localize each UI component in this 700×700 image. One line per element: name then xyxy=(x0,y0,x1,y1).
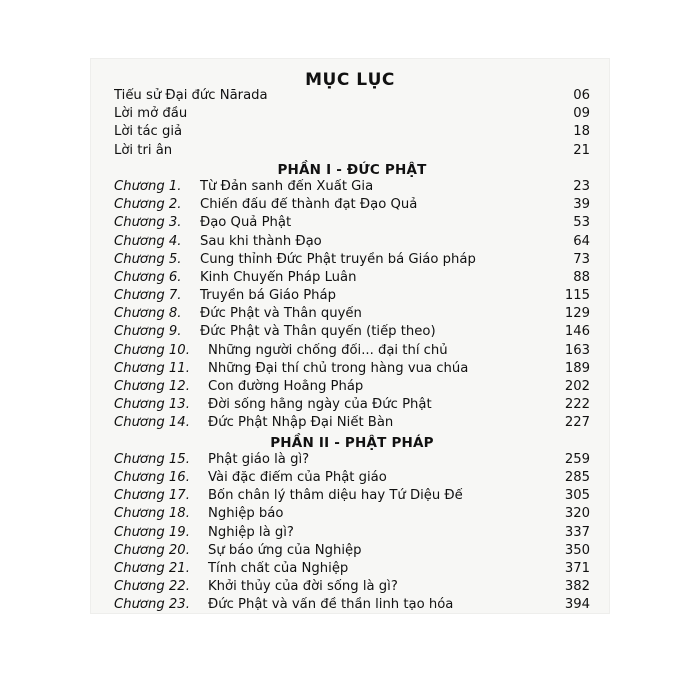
entry-title xyxy=(114,379,363,394)
entry-title xyxy=(114,470,387,485)
chapter-number: Chương 13. xyxy=(114,397,190,413)
chapter-title: Từ Đản sanh đến Xuất Gia xyxy=(200,178,374,194)
chapter-title: Đời sống hằng ngày của Đức Phật xyxy=(208,397,432,413)
entry-title xyxy=(114,197,417,212)
chapter-number: Chương 17. xyxy=(114,488,190,504)
toc-entry xyxy=(114,397,590,415)
entry-title xyxy=(114,579,398,594)
toc-entry xyxy=(114,361,590,379)
toc-entry xyxy=(114,452,590,470)
chapter-number: Chương 22. xyxy=(114,579,190,595)
entry-title: Tiểu sử Đại đức Nārada xyxy=(114,88,268,103)
entry-page: 259 xyxy=(564,451,590,467)
chapter-title: Cung thỉnh Đức Phật truyền bá Giáo pháp xyxy=(200,251,476,267)
entry-page: 18 xyxy=(573,124,590,140)
toc-entry xyxy=(114,543,590,561)
entry-page: 371 xyxy=(564,560,590,576)
chapter-title: Con đường Hoằng Pháp xyxy=(208,379,364,394)
toc-entry xyxy=(114,488,590,506)
entry-title xyxy=(114,179,373,194)
chapter-number: Chương 16. xyxy=(114,469,190,485)
chapter-number: Chương 19. xyxy=(114,524,190,540)
toc-entry xyxy=(114,470,590,488)
chapter-number: Chương 4. xyxy=(114,233,182,249)
chapter-title: Những người chống đối... đại thí chủ xyxy=(208,342,448,358)
chapter-title: Khởi thủy của đời sống là gì? xyxy=(208,579,398,595)
toc-entry xyxy=(114,215,590,233)
entry-page: 202 xyxy=(564,379,590,394)
part1-chapter-list xyxy=(114,179,590,434)
toc-entry xyxy=(114,179,590,197)
entry-title xyxy=(114,215,291,230)
toc-entry xyxy=(114,143,590,161)
chapter-title: Đức Phật và Thân quyến xyxy=(200,306,362,322)
entry-title xyxy=(114,525,294,540)
entry-title xyxy=(114,324,436,339)
toc-entry xyxy=(114,306,590,324)
toc-entry xyxy=(114,415,590,433)
entry-page: 64 xyxy=(573,233,590,249)
chapter-number: Chương 8. xyxy=(114,306,182,322)
chapter-title: Sự báo ứng của Nghiệp xyxy=(208,542,362,558)
chapter-title: Kinh Chuyển Pháp Luân xyxy=(200,269,357,285)
entry-page: 163 xyxy=(564,342,590,358)
entry-title xyxy=(114,452,309,467)
toc-entry xyxy=(114,197,590,215)
toc-entry xyxy=(114,288,590,306)
chapter-title: Đức Phật và Thân quyến (tiếp theo) xyxy=(200,324,436,340)
entry-page: 73 xyxy=(573,251,590,267)
book-page xyxy=(90,58,610,614)
chapter-number: Chương 7. xyxy=(114,288,182,304)
entry-page: 39 xyxy=(573,197,590,213)
entry-title xyxy=(114,397,432,412)
chapter-number: Chương 23. xyxy=(114,597,190,613)
toc-entry xyxy=(114,343,590,361)
toc-entry xyxy=(114,579,590,597)
chapter-title: Đạo Quả Phật xyxy=(200,215,292,231)
chapter-title: Truyền bá Giáo Pháp xyxy=(200,288,336,304)
entry-title xyxy=(114,488,463,503)
chapter-number: Chương 1. xyxy=(114,178,182,194)
chapter-number: Chương 2. xyxy=(114,197,182,213)
entry-title xyxy=(114,270,356,285)
entry-page: 146 xyxy=(564,324,590,340)
toc-entry xyxy=(114,379,590,397)
chapter-number: Chương 10. xyxy=(114,342,190,358)
chapter-title: Phật giáo là gì? xyxy=(208,451,310,467)
entry-page: 285 xyxy=(564,469,590,485)
entry-title xyxy=(114,306,362,321)
toc-entry xyxy=(114,252,590,270)
entry-title xyxy=(114,543,362,558)
table-of-contents xyxy=(114,88,590,615)
toc-entry xyxy=(114,597,590,615)
chapter-number: Chương 12. xyxy=(114,379,190,394)
entry-page: 23 xyxy=(573,178,590,194)
entry-page: 88 xyxy=(573,269,590,285)
toc-entry xyxy=(114,324,590,342)
toc-entry xyxy=(114,270,590,288)
entry-page: 382 xyxy=(564,579,590,595)
entry-title: Lời tác giả xyxy=(114,124,183,140)
chapter-title: Tính chất của Nghiệp xyxy=(208,560,349,576)
entry-title xyxy=(114,361,468,376)
chapter-title: Đức Phật và vấn đề thần linh tạo hóa xyxy=(208,597,454,613)
entry-title xyxy=(114,597,453,612)
chapter-number: Chương 3. xyxy=(114,215,182,231)
chapter-title: Nghiệp báo xyxy=(208,506,284,522)
entry-title xyxy=(114,252,476,267)
toc-entry xyxy=(114,106,590,124)
toc-entry xyxy=(114,561,590,579)
entry-page: 09 xyxy=(573,106,590,122)
entry-page: 115 xyxy=(564,288,590,304)
entry-page: 21 xyxy=(573,142,590,158)
chapter-number: Chương 14. xyxy=(114,415,190,431)
chapter-number: Chương 21. xyxy=(114,560,190,576)
chapter-title: Nghiệp là gì? xyxy=(208,524,294,540)
entry-page: 189 xyxy=(564,360,590,376)
toc-entry xyxy=(114,525,590,543)
part-heading: PHẦN I - ĐỨC PHẬT xyxy=(277,161,427,178)
toc-entry xyxy=(114,506,590,524)
chapter-number: Chương 11. xyxy=(114,360,190,376)
toc-entry xyxy=(114,234,590,252)
entry-title xyxy=(114,234,322,249)
chapter-number: Chương 6. xyxy=(114,269,182,285)
entry-page: 222 xyxy=(564,397,590,413)
entry-title xyxy=(114,506,283,521)
entry-page: 53 xyxy=(573,215,590,231)
chapter-title: Sau khi thành Đạo xyxy=(200,233,322,249)
entry-title xyxy=(114,561,348,576)
chapter-number: Chương 9. xyxy=(114,324,182,340)
chapter-title: Vài đặc điểm của Phật giáo xyxy=(208,469,387,485)
entry-title: Lời tri ân xyxy=(114,142,173,158)
entry-page: 305 xyxy=(564,488,590,504)
chapter-number: Chương 20. xyxy=(114,542,190,558)
entry-page: 337 xyxy=(564,524,590,540)
toc-entry xyxy=(114,88,590,106)
page-title: MỤC LỤC xyxy=(305,70,395,90)
chapter-title: Đức Phật Nhập Đại Niết Bàn xyxy=(208,415,394,431)
entry-page: 350 xyxy=(564,542,590,558)
toc-entry xyxy=(114,124,590,142)
entry-page: 320 xyxy=(564,506,590,522)
entry-page: 394 xyxy=(564,597,590,613)
entry-title xyxy=(114,343,448,358)
chapter-number: Chương 15. xyxy=(114,451,190,467)
entry-page: 227 xyxy=(564,415,590,431)
entry-title: Lời mở đầu xyxy=(114,106,188,122)
entry-title xyxy=(114,288,336,303)
part2-chapter-list xyxy=(114,452,590,616)
entry-title xyxy=(114,415,393,430)
chapter-title: Bốn chân lý thâm diệu hay Tứ Diệu Đế xyxy=(208,488,463,504)
entry-page: 06 xyxy=(573,88,590,103)
entry-page: 129 xyxy=(564,306,590,322)
part-heading: PHẦN II - PHẬT PHÁP xyxy=(270,434,434,451)
chapter-number: Chương 5. xyxy=(114,251,182,267)
chapter-title: Những Đại thí chủ trong hàng vua chúa xyxy=(208,360,469,376)
chapter-title: Chiến đấu để thành đạt Đạo Quả xyxy=(200,197,418,213)
chapter-number: Chương 18. xyxy=(114,506,190,522)
